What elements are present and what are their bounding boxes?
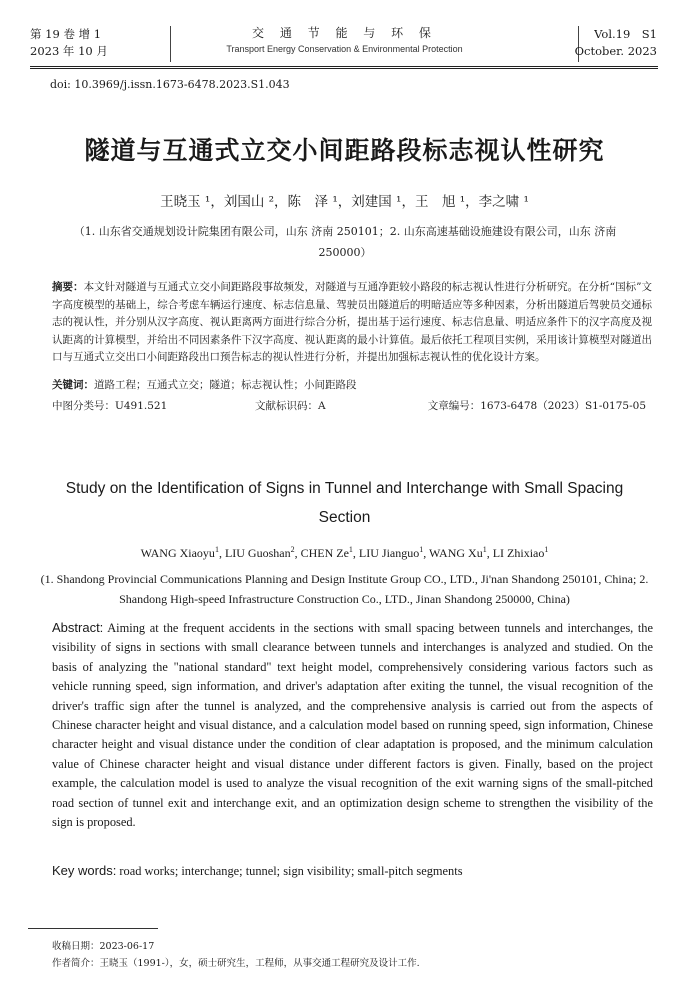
issue-date: 2023 年 10 月 [30, 44, 108, 58]
journal-name-cn: 交 通 节 能 与 环 保 [252, 26, 437, 40]
document-code: 文献标识码：A [255, 400, 326, 412]
paper-title-cn: 隧道与互通式立交小间距路段标志视认性研究 [84, 136, 605, 165]
article-number: 文章编号：1673-6478（2023）S1-0175-05 [427, 400, 646, 412]
header-rule-2 [30, 68, 658, 69]
abstract-cn-text: 本文针对隧道与互通式立交小间距路段事故频发，对隧道与互通净距较小路段的标志视认性进行分析研究。在分析“国标”文字高度模型的基础上，综合考虑车辆运行速度、标志信息量、驾驶员出隧道后的明暗适应等多种因素，分析出隧道后驾驶员交通标志的视认性，并分别从汉字高度、视认距离两方面进行综合分析，提出基于运行速度、标志信息量、明适应条件下的汉字高度及视认距离的计算模型，并给出不同因素条件下汉字高度、视认距离的最小计算值。最后依托工程项目实例，采用该计算模型对隧道出口与互通式立交出口小间距路段出口预告标志的视认性进行分析，并提出加强标志视认性的优化设计方案。 [52, 281, 653, 364]
author-en-name: LIU Jianguo [358, 546, 420, 560]
author-en-affil-mark: 1 [348, 545, 353, 554]
volume-en: Vol.19 S1 [594, 27, 657, 41]
received-date: 收稿日期：2023-06-17 [52, 941, 155, 952]
abstract-cn-label: 摘要： [52, 281, 84, 293]
author-en-name: LIU Guoshan [224, 546, 291, 560]
author-en-affil-mark: 2 [290, 545, 295, 554]
keywords-cn-label: 关键词： [52, 379, 94, 391]
date-en: October. 2023 [574, 44, 657, 58]
author-en-name: CHEN Ze [300, 546, 349, 560]
journal-volume-info [30, 26, 108, 60]
author-en-name: WANG Xiaoyu [140, 546, 215, 560]
affiliation-en: (1. Shandong Provincial Communications Planning and Design Institute Group CO., LTD., Ji'nan Shandong 250101, China; 2. Shandong High-speed Infrastructure Construction Co., LTD., Jinan Shandong 250000, China) [40, 572, 649, 606]
keywords-cn [52, 377, 652, 392]
keywords-cn-text: 道路工程；互通式立交；隧道；标志视认性；小间距路段 [94, 379, 357, 391]
abstract-en-label: Abstract: [52, 620, 104, 635]
footnote-rule [28, 928, 158, 929]
author-intro: 作者简介：王晓玉（1991-），女，硕士研究生，工程师，从事交通工程研究及设计工作. [52, 958, 420, 969]
affiliation-cn: （1. 山东省交通规划设计院集团有限公司，山东 济南 250101；2. 山东高速基础设施建设有限公司，山东 济南 250000） [73, 225, 617, 259]
abstract-en-text: Aiming at the frequent accidents in the sections with small spacing between tunnels and interchanges, the visibility of signs in sections with small clearance between tunnels and interchanges is analyzed and studied. On the basis of analyzing the "national standard" text height model, comprehensively considering various factors such as vehicle running speed, sign information, and driver's adaptation after exiting the tunnel, the visual recognition of the driver's traffic sign after the tunnel is analyzed, and the comprehensive analysis is carried out from the aspects of Chinese character height and visual distance, and a calculation model based on running speed, sign information, Chinese character height and visual distance under the condition of clear adaptation is proposed, and the minimum calculation value of Chinese character height and visual distance under different factors is given. Finally, based on the project example, the calculation model is used to analyze the visual recognition of the exit warning signs of the small-pitched road section of tunnel exit and interchange exit, and an optimization design scheme to strengthen the visibility of the sign is proposed. [52, 621, 653, 830]
author-en-affil-mark: 1 [214, 545, 219, 554]
authors-en: WANG Xiaoyu$^1$, LIU Guoshan$^2$, CHEN Ze$^1$, LIU Jianguo$^1$, WANG Xu$^1$, LI Zhixiao$^1$ [140, 545, 549, 560]
keywords-en-text: road works; interchange; tunnel; sign visibility; small-pitch segments [119, 864, 463, 878]
volume-issue: 第 19 卷 增 1 [30, 27, 102, 41]
author-en-affil-mark: 1 [419, 545, 424, 554]
abstract-en [52, 618, 653, 832]
journal-name-en: Transport Energy Conservation & Environmental Protection [226, 44, 463, 54]
author-en-name: LI Zhixiao [492, 546, 545, 560]
doi: doi: 10.3969/j.issn.1673-6478.2023.S1.043 [50, 78, 290, 91]
journal-name [170, 24, 519, 56]
header-rule [30, 66, 658, 67]
clc-number: 中图分类号：U491.521 [52, 400, 168, 412]
paper-title-en: Study on the Identification of Signs in Tunnel and Interchange with Small Spacing Section [65, 480, 624, 526]
author-en-affil-mark: 1 [544, 545, 549, 554]
author-en-affil-mark: 1 [482, 545, 487, 554]
authors-cn: 王晓玉 ¹，刘国山 ²，陈 泽 ¹，刘建国 ¹，王 旭 ¹，李之啸 ¹ [160, 194, 529, 210]
journal-volume-en [575, 26, 657, 60]
keywords-en [52, 863, 653, 879]
footnote [52, 938, 420, 972]
keywords-en-label: Key words: [52, 863, 117, 878]
abstract-cn [52, 279, 652, 367]
author-en-name: WANG Xu [429, 546, 483, 560]
